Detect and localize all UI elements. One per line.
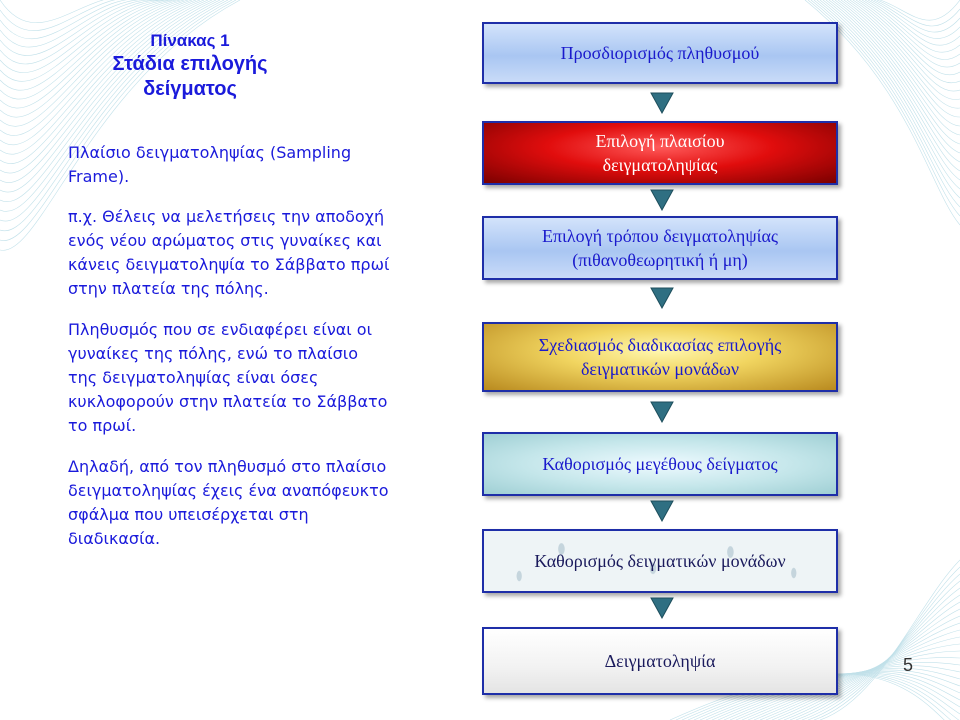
title-line: δείγματος	[143, 78, 237, 100]
flow-step-label: δειγματικών μονάδων	[580, 359, 740, 379]
text-line: Δηλαδή, από τον πληθυσμό στο πλαίσιο	[68, 457, 387, 476]
down-triangle-icon	[650, 401, 674, 423]
down-triangle-icon	[650, 287, 674, 309]
text-line: ενός νέου αρώματος στις γυναίκες και	[68, 231, 382, 250]
flow-step-label: Καθορισμός δειγματικών μονάδων	[534, 551, 786, 571]
text-line: στην πλατεία της πόλης.	[68, 279, 269, 298]
sampling-frame-paragraph	[68, 141, 444, 189]
text-line: το πρωί.	[68, 416, 137, 435]
flow-step-sampling	[482, 627, 838, 695]
flow-step-sample-size	[482, 432, 838, 496]
slide-title	[90, 30, 290, 102]
flow-step-selection-design	[482, 322, 838, 392]
text-line: δειγματοληψίας έχεις ένα αναπόφευκτο	[68, 481, 389, 500]
text-line: γυναίκες της πόλης, ενώ το πλαίσιο	[68, 344, 359, 363]
title-line: Στάδια επιλογής	[112, 53, 268, 75]
population-paragraph	[68, 318, 444, 438]
flow-step-label: Σχεδιασμός διαδικασίας επιλογής	[538, 335, 782, 355]
down-triangle-icon	[650, 597, 674, 619]
flow-step-sampling-units	[482, 529, 838, 593]
text-line: Πληθυσμός που σε ενδιαφέρει είναι οι	[68, 320, 373, 339]
error-paragraph	[68, 455, 444, 551]
flow-step-population	[482, 22, 838, 84]
table-number-label: Πίνακας 1	[150, 31, 230, 50]
flow-step-sampling-method	[482, 216, 838, 280]
down-triangle-icon	[650, 189, 674, 211]
flow-step-label: δειγματοληψίας	[602, 155, 718, 175]
text-line: π.χ. Θέλεις να μελετήσεις την αποδοχή	[68, 207, 385, 226]
text-line: κάνεις δειγματοληψία το Σάββατο πρωί	[68, 255, 390, 274]
flow-step-sampling-frame	[482, 121, 838, 185]
flow-step-label: Επιλογή τρόπου δειγματοληψίας	[541, 226, 779, 246]
flow-step-label: Δειγματοληψία	[604, 651, 716, 671]
flow-step-label: (πιθανοθεωρητική ή μη)	[572, 250, 748, 270]
text-line: Πλαίσιο δειγματοληψίας (Sampling	[68, 143, 352, 162]
text-line: διαδικασία.	[68, 529, 161, 548]
down-triangle-icon	[650, 500, 674, 522]
text-line: Frame).	[68, 167, 130, 186]
flow-step-label: Καθορισμός μεγέθους δείγματος	[542, 454, 778, 474]
text-line: σφάλμα που υπεισέρχεται στη	[68, 505, 309, 524]
flow-step-label: Επιλογή πλαισίου	[595, 131, 725, 151]
down-triangle-icon	[650, 92, 674, 114]
text-line: της δειγματοληψίας είναι όσες	[68, 368, 319, 387]
text-line: κυκλοφορούν στην πλατεία το Σάββατο	[68, 392, 388, 411]
example-paragraph	[68, 205, 444, 301]
page-number: 5	[902, 655, 913, 675]
flow-step-label: Προσδιορισμός πληθυσμού	[560, 43, 760, 63]
